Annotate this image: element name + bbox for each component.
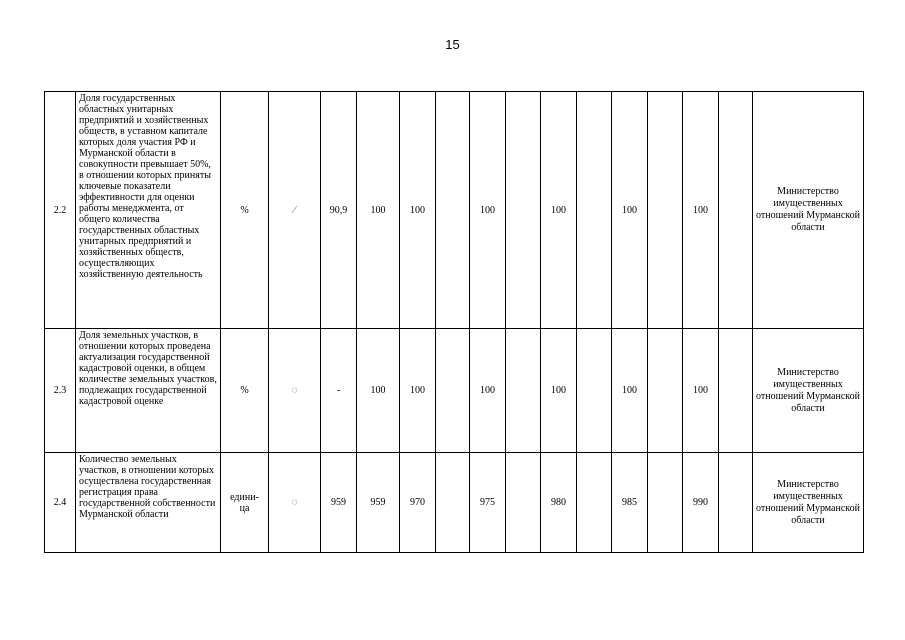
unit-cell: едини- ца [221,453,269,553]
value-v11 [719,92,753,329]
unit-cell: % [221,329,269,453]
value-v4: 100 [470,329,506,453]
responsible-executor: Министерство имущественных отношений Мурманской области [753,453,864,553]
table-row [45,92,864,329]
value-v3 [436,453,470,553]
value-v5 [506,453,541,553]
mark-cell: ◌ [269,453,321,553]
value-v11 [719,329,753,453]
mark-cell: ⁄ [269,92,321,329]
value-v3 [436,92,470,329]
value-v6: 100 [541,329,577,453]
responsible-executor: Министерство имущественных отношений Мурманской области [753,92,864,329]
indicator-name: Количество земельных участков, в отношении которых осуществлена государственная регистрация права государственной собственности Мурманской области [76,453,221,553]
value-v4: 975 [470,453,506,553]
value-v1: 100 [357,92,400,329]
value-v10: 100 [683,329,719,453]
value-v5 [506,329,541,453]
value-v7 [577,92,612,329]
value-v6: 100 [541,92,577,329]
base-value: 959 [321,453,357,553]
value-v2: 100 [400,92,436,329]
value-v7 [577,329,612,453]
value-v10: 100 [683,92,719,329]
base-value: - [321,329,357,453]
base-value: 90,9 [321,92,357,329]
value-v6: 980 [541,453,577,553]
indicator-name: Доля земельных участков, в отношении которых проведена актуализация государственной кадастровой оценки, в общем количестве земельных участков, подлежащих государственной кадастровой оценке [76,329,221,453]
value-v4: 100 [470,92,506,329]
value-v8: 985 [612,453,648,553]
table-row [45,329,864,453]
value-v10: 990 [683,453,719,553]
value-v7 [577,453,612,553]
value-v1: 100 [357,329,400,453]
value-v11 [719,453,753,553]
value-v1: 959 [357,453,400,553]
value-v5 [506,92,541,329]
row-number: 2.4 [45,453,76,553]
unit-cell: % [221,92,269,329]
value-v9 [648,453,683,553]
responsible-executor: Министерство имущественных отношений Мурманской области [753,329,864,453]
row-number: 2.3 [45,329,76,453]
value-v2: 100 [400,329,436,453]
value-v3 [436,329,470,453]
page-number: 15 [445,37,460,52]
value-v8: 100 [612,329,648,453]
indicators-table [44,91,864,553]
value-v2: 970 [400,453,436,553]
value-v9 [648,92,683,329]
value-v9 [648,329,683,453]
value-v8: 100 [612,92,648,329]
mark-cell: ◌ [269,329,321,453]
indicator-name: Доля государственных областных унитарных предприятий и хозяйственных обществ, в уставном капитале которых доля участия РФ и Мурманской области в совокупности превышает 50%, в отношении которых приняты ключевые показатели эффективности для оценки работы менеджмента, от общего количества государственных областных унитарных предприятий и хозяйственных обществ, осуществляющих хозяйственную деятельность [76,92,221,329]
row-number: 2.2 [45,92,76,329]
table-row [45,453,864,553]
